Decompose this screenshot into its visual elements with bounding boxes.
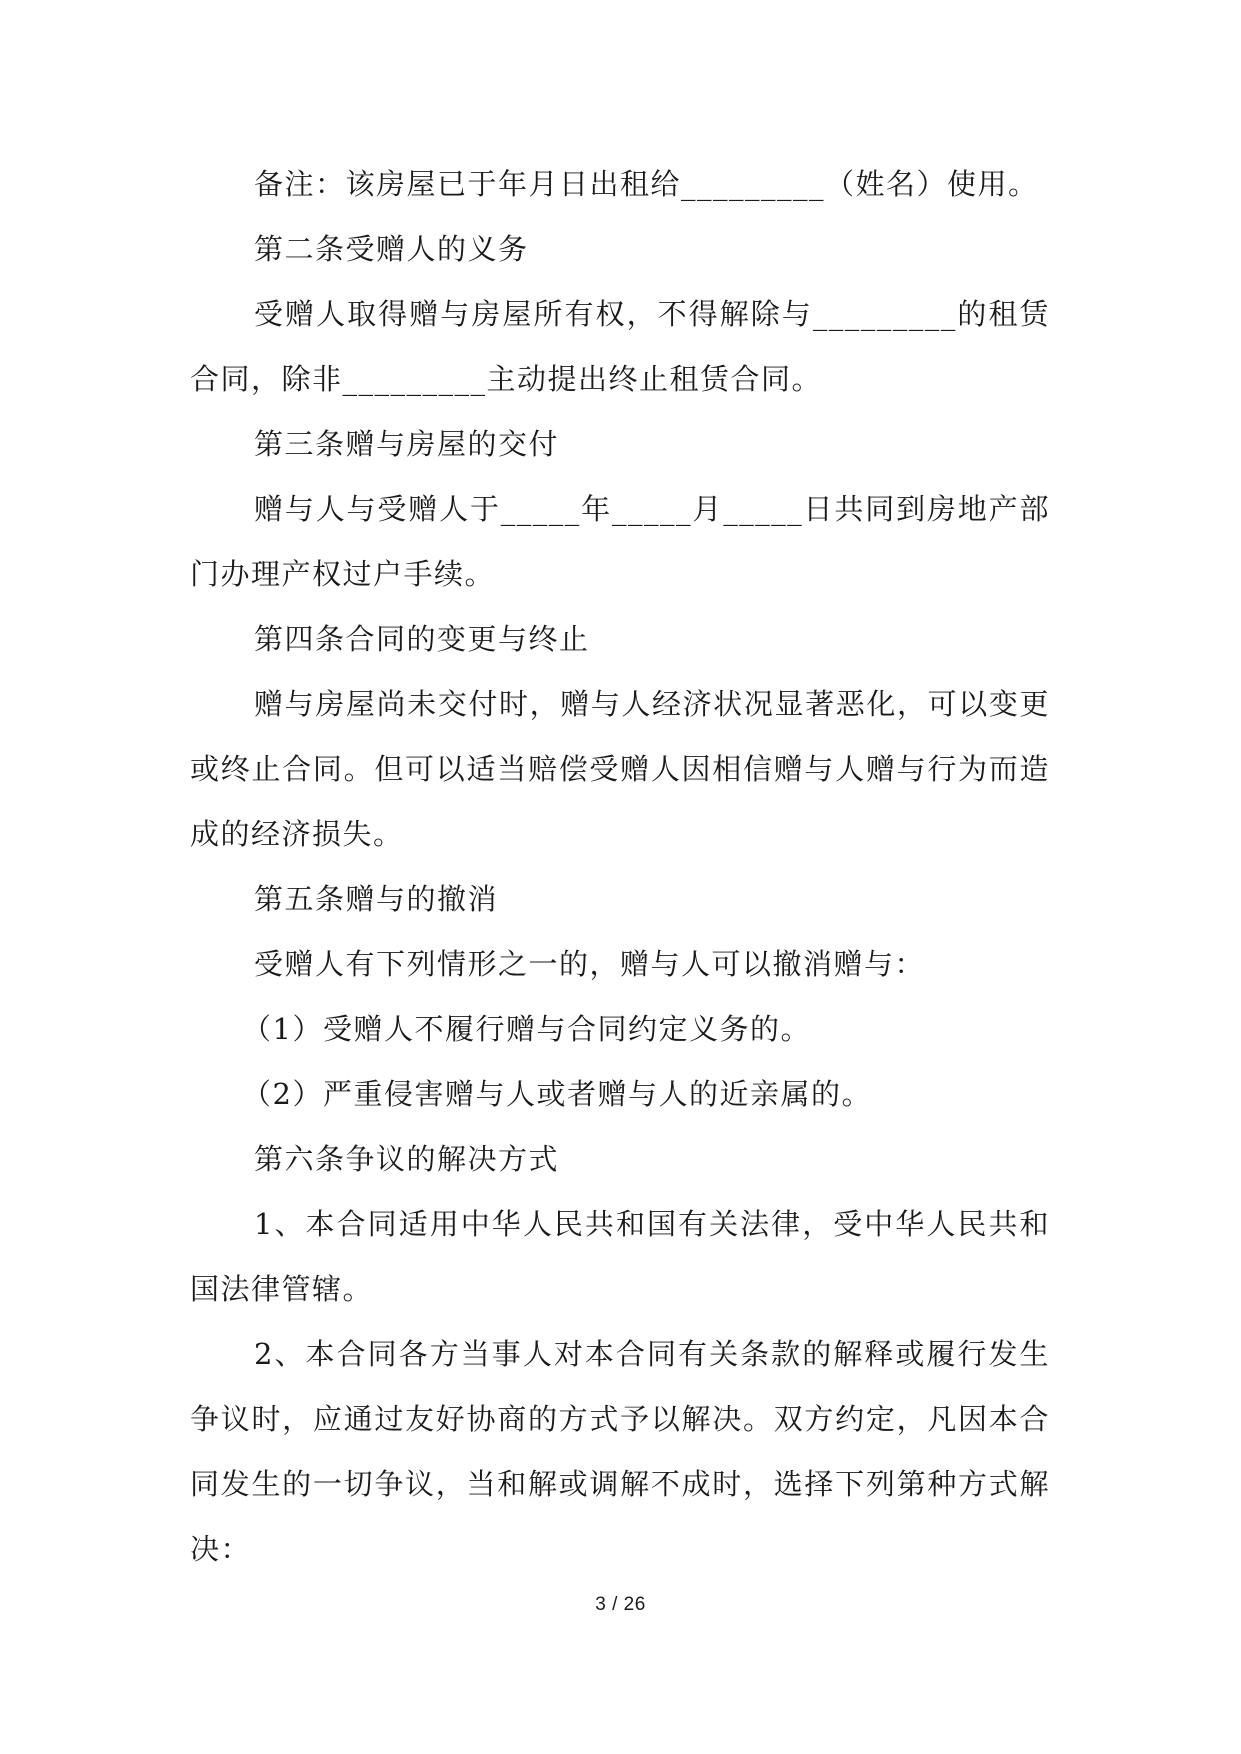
page-number: 3 / 26: [595, 1594, 646, 1615]
paragraph-delivery: 赠与人与受赠人于_____年_____月_____日共同到房地产部门办理产权过户手续。: [190, 492, 1050, 591]
paragraph-change-termination: 赠与房屋尚未交付时，赠与人经济状况显著恶化，可以变更或终止合同。但可以适当赔偿受赠人因相信赠与人赠与行为而造成的经济损失。: [190, 687, 1050, 851]
heading-article-3: 第三条赠与房屋的交付: [254, 427, 560, 461]
list-item-revocation-1: （1）受赠人不履行赠与合同约定义务的。: [242, 1012, 811, 1046]
heading-article-2: 第二条受赠人的义务: [254, 232, 529, 266]
paragraph-revocation-intro: 受赠人有下列情形之一的，赠与人可以撤消赠与：: [254, 947, 926, 981]
paragraph-donee-obligation: 受赠人取得赠与房屋所有权，不得解除与_________的租赁合同，除非_________主动提出终止租赁合同。: [190, 297, 1050, 396]
paragraph-note-lease: 备注：该房屋已于年月日出租给_________（姓名）使用。: [254, 167, 1039, 201]
document-body: [190, 152, 1050, 1582]
heading-article-4: 第四条合同的变更与终止: [254, 622, 590, 656]
paragraph-governing-law: 1、本合同适用中华人民共和国有关法律，受中华人民共和国法律管辖。: [190, 1207, 1050, 1306]
list-item-revocation-2: （2）严重侵害赠与人或者赠与人的近亲属的。: [242, 1077, 872, 1111]
paragraph-dispute-resolution: 2、本合同各方当事人对本合同有关条款的解释或履行发生争议时，应通过友好协商的方式予以解决。双方约定，凡因本合同发生的一切争议，当和解或调解不成时，选择下列第种方式解决：: [190, 1337, 1050, 1566]
heading-article-6: 第六条争议的解决方式: [254, 1142, 560, 1176]
heading-article-5: 第五条赠与的撤消: [254, 882, 499, 916]
